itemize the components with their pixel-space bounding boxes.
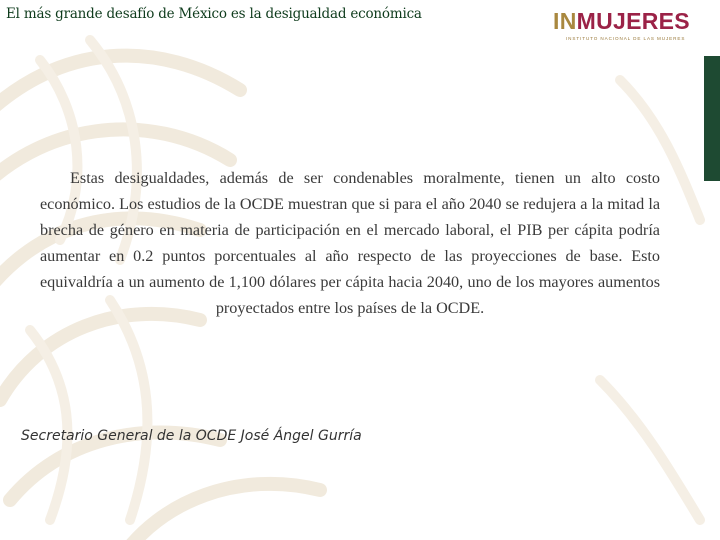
- logo-word-mujeres: MUJERES: [576, 8, 690, 34]
- slide-title: El más grande desafío de México es la desigualdad económica: [6, 6, 422, 22]
- inmujeres-logo: [553, 9, 695, 41]
- body-paragraph: Estas desigualdades, además de ser condenables moralmente, tienen un alto costo económico. Los estudios de la OCDE muestran que si para el año 2040 se redujera a la mitad la brecha de género en materia de participación en el mercado laboral, el PIB per cápita podría aumentar en 0.2 puntos porcentuales al año respecto de las proyecciones de base. Esto equivaldría a un aumento de 1,100 dólares per cápita hacia 2040, uno de los mayores aumentos proyectados entre los países de la OCDE.: [40, 169, 660, 317]
- logo-wordmark: [553, 9, 695, 33]
- side-accent-bar: [704, 56, 720, 181]
- logo-subtitle: INSTITUTO NACIONAL DE LAS MUJERES: [566, 36, 686, 41]
- signature-attribution: Secretario General de la OCDE José Ángel Gurría: [21, 428, 362, 444]
- logo-word-in: IN: [553, 8, 577, 34]
